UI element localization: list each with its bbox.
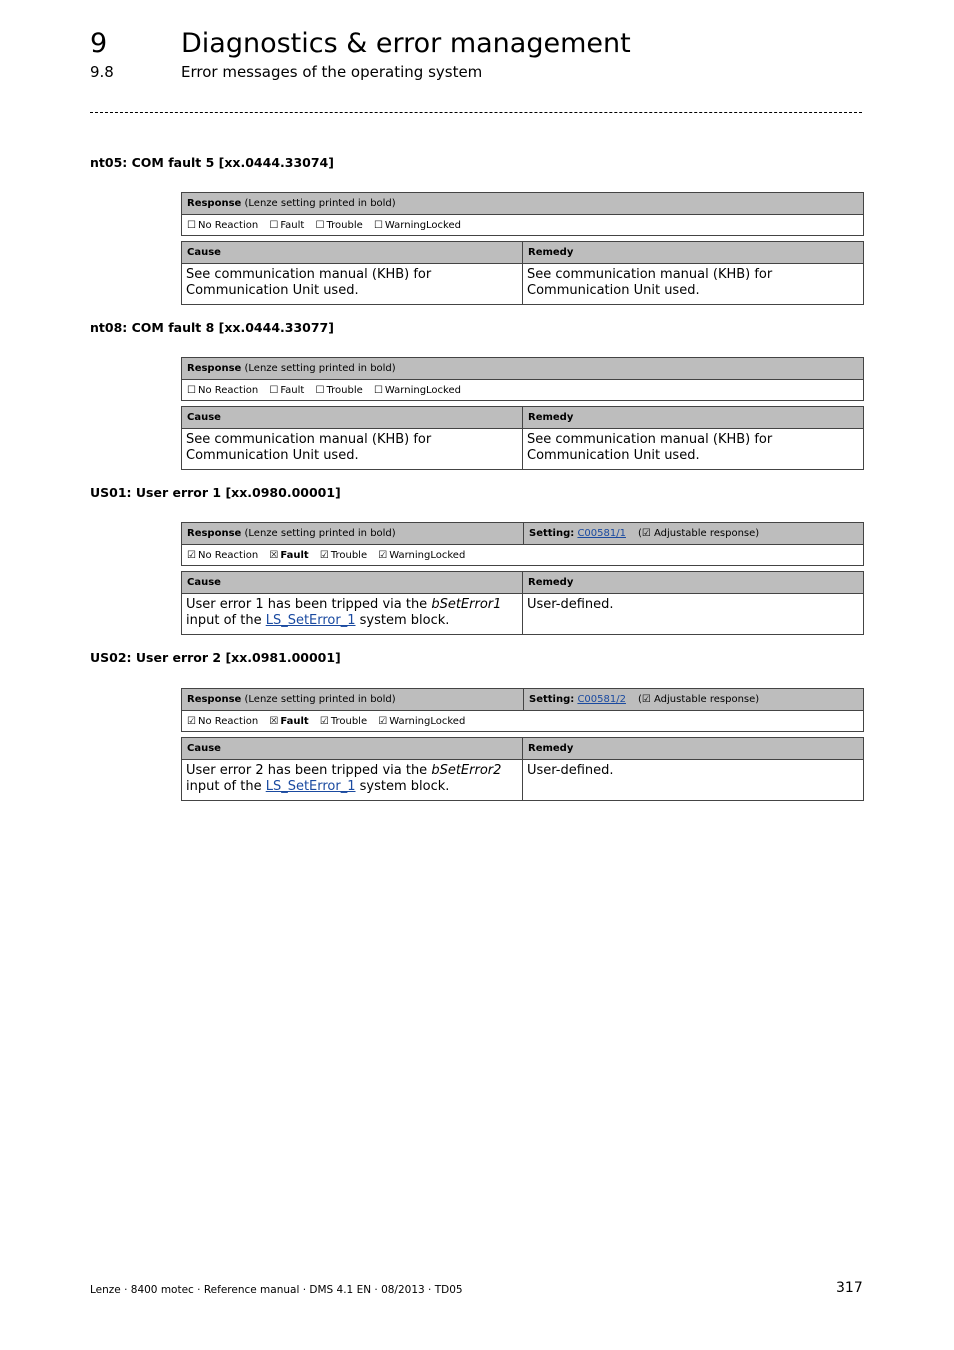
chapter-number: 9 [90,28,108,59]
response-options [182,215,864,236]
checkbox-icon: ☐ [373,384,383,396]
checkbox-icon: ☐ [269,384,279,396]
error-block-nt05 [181,192,864,305]
error-heading: US01: User error 1 [xx.0980.00001] [90,485,341,500]
checkbox-icon: ☐ [373,219,383,231]
cause-text: User error 2 has been tripped via the bSetError2 input of the LS_SetError_1 system block. [182,760,523,801]
cause-header: Cause [182,738,523,760]
checkbox-icon: ☑ [378,715,388,727]
section-number: 9.8 [90,63,114,81]
setting-link[interactable]: C00581/1 [577,528,626,539]
cause-header: Cause [182,407,523,429]
cause-text: See communication manual (KHB) for Communication Unit used. [182,429,523,470]
remedy-header: Remedy [523,738,864,760]
response-options [182,545,864,566]
error-block-us01 [181,522,864,635]
option-fault: ☒ Fault [269,549,309,561]
response-table [181,522,864,566]
cause-remedy-table [181,406,864,470]
checkbox-icon: ☐ [315,384,325,396]
option-warning-locked: ☑ WarningLocked [378,549,466,561]
option-warning-locked: ☑ WarningLocked [378,715,466,727]
option-warning-locked: ☐ WarningLocked [373,384,461,396]
checkbox-icon: ☐ [187,219,196,231]
remedy-text: User-defined. [523,594,864,635]
checkbox-icon: ☒ [269,715,279,727]
checkbox-icon: ☐ [269,219,279,231]
remedy-text: User-defined. [523,760,864,801]
remedy-header: Remedy [523,407,864,429]
error-heading: US02: User error 2 [xx.0981.00001] [90,650,341,665]
cause-text: See communication manual (KHB) for Communication Unit used. [182,264,523,305]
option-trouble: ☑ Trouble [319,549,368,561]
option-no-reaction: ☐ No Reaction [187,219,259,231]
checkbox-icon: ☑ [187,715,196,727]
section-title: Error messages of the operating system [181,63,483,81]
checkbox-icon: ☑ [319,715,329,727]
setting-link[interactable]: C00581/2 [577,694,626,705]
cause-header: Cause [182,572,523,594]
response-table [181,192,864,236]
cause-remedy-table [181,241,864,305]
option-trouble: ☑ Trouble [319,715,368,727]
error-heading: nt05: COM fault 5 [xx.0444.33074] [90,155,334,170]
remedy-header: Remedy [523,242,864,264]
option-fault: ☒ Fault [269,715,309,727]
response-table [181,357,864,401]
response-header: Response (Lenze setting printed in bold) [182,193,864,215]
remedy-text: See communication manual (KHB) for Communication Unit used. [523,429,864,470]
system-block-link[interactable]: LS_SetError_1 [265,613,356,628]
option-no-reaction: ☑ No Reaction [187,549,259,561]
checkbox-icon: ☑ [378,549,388,561]
checkbox-icon: ☒ [269,549,279,561]
error-block-us02 [181,688,864,801]
chapter-title: Diagnostics & error management [181,28,631,59]
header-divider [90,112,862,113]
cause-text: User error 1 has been tripped via the bSetError1 input of the LS_SetError_1 system block. [182,594,523,635]
remedy-header: Remedy [523,572,864,594]
response-options [182,380,864,401]
option-fault: ☐ Fault [269,384,305,396]
option-trouble: ☐ Trouble [315,219,363,231]
option-warning-locked: ☐ WarningLocked [373,219,461,231]
checkbox-icon: ☐ [315,219,325,231]
response-header: Response (Lenze setting printed in bold) [182,358,864,380]
checkbox-icon: ☑ [319,549,329,561]
option-no-reaction: ☑ No Reaction [187,715,259,727]
option-no-reaction: ☐ No Reaction [187,384,259,396]
setting-cell: Setting: C00581/2 (☑ Adjustable response) [524,689,864,711]
setting-cell: Setting: C00581/1 (☑ Adjustable response) [524,523,864,545]
error-block-nt08 [181,357,864,470]
response-header: Response (Lenze setting printed in bold) [182,689,524,711]
cause-remedy-table [181,737,864,801]
option-fault: ☐ Fault [269,219,305,231]
response-table [181,688,864,732]
footer-text: Lenze · 8400 motec · Reference manual · DMS 4.1 EN · 08/2013 · TD05 [90,1284,463,1296]
page-number: 317 [836,1280,863,1296]
option-trouble: ☐ Trouble [315,384,363,396]
response-header: Response (Lenze setting printed in bold) [182,523,524,545]
cause-header: Cause [182,242,523,264]
remedy-text: See communication manual (KHB) for Communication Unit used. [523,264,864,305]
system-block-link[interactable]: LS_SetError_1 [265,779,356,794]
response-options [182,711,864,732]
checkbox-icon: ☑ [187,549,196,561]
cause-remedy-table [181,571,864,635]
checkbox-icon: ☐ [187,384,196,396]
error-heading: nt08: COM fault 8 [xx.0444.33077] [90,320,334,335]
